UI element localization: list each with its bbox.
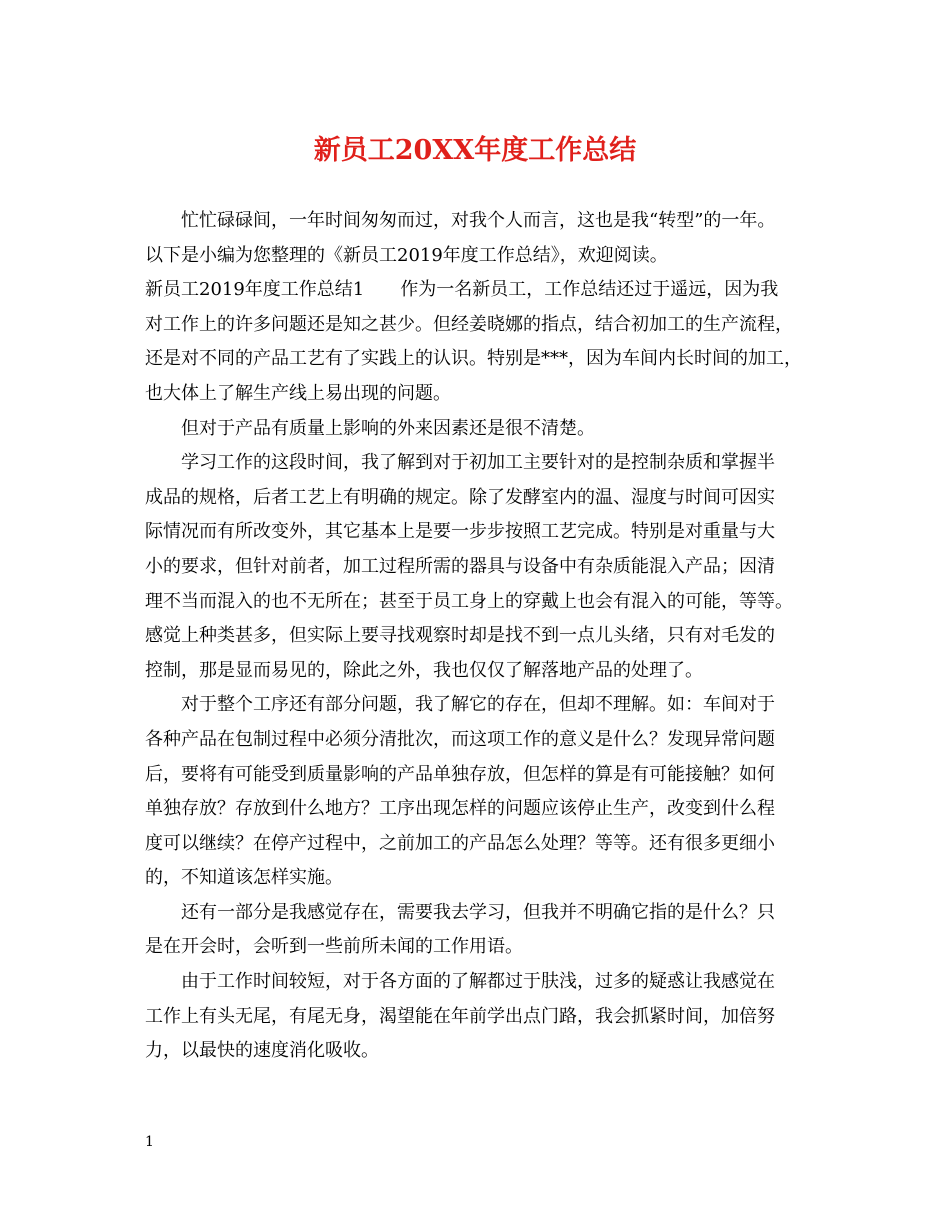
body-line: 新员工2019年度工作总结1 作为一名新员工，工作总结还过于遥远，因为我	[145, 279, 779, 301]
body-line: 小的要求，但针对前者，加工过程所需的器具与设备中有杂质能混入产品；因清	[145, 555, 775, 577]
body-line: 忙忙碌碌间，一年时间匆匆而过，对我个人而言，这也是我“转型”的一年。	[181, 210, 776, 231]
body-line: 但对于产品有质量上影响的外来因素还是很不清楚。	[181, 417, 595, 439]
body-line: 际情况而有所改变外，其它基本上是要一步步按照工艺完成。特别是对重量与大	[145, 521, 775, 543]
body-line: 各种产品在包制过程中必须分清批次，而这项工作的意义是什么？发现异常问题	[145, 728, 775, 750]
body-line: 对于整个工序还有部分问题，我了解它的存在，但却不理解。如：车间对于	[181, 694, 775, 716]
body-line: 工作上有头无尾，有尾无身，渴望能在年前学出点门路，我会抓紧时间，加倍努	[145, 1005, 775, 1027]
body-line: 成品的规格，后者工艺上有明确的规定。除了发酵室内的温、湿度与时间可因实	[145, 486, 775, 508]
body-line: 度可以继续？在停产过程中，之前加工的产品怎么处理？等等。还有很多更细小	[145, 832, 775, 854]
document-body	[145, 204, 815, 1069]
body-line: 控制，那是显而易见的，除此之外，我也仅仅了解落地产品的处理了。	[145, 659, 703, 681]
body-line: 对工作上的许多问题还是知之甚少。但经姜晓娜的指点，结合初加工的生产流程，	[145, 313, 793, 335]
body-line: 后，要将有可能受到质量影响的产品单独存放，但怎样的算是有可能接触？如何	[145, 763, 775, 785]
body-line: 以下是小编为您整理的《新员工2019年度工作总结》，欢迎阅读。	[145, 244, 668, 266]
body-line: 的，不知道该怎样实施。	[145, 867, 343, 889]
body-line: 还是对不同的产品工艺有了实践上的认识。特别是***，因为车间内长时间的加工，	[145, 348, 802, 370]
body-line: 感觉上种类甚多，但实际上要寻找观察时却是找不到一点儿头绪，只有对毛发的	[145, 625, 775, 647]
body-line: 还有一部分是我感觉存在，需要我去学习，但我并不明确它指的是什么？只	[181, 901, 775, 923]
body-line: 由于工作时间较短，对于各方面的了解都过于肤浅，过多的疑惑让我感觉在	[181, 971, 775, 993]
body-line: 学习工作的这段时间，我了解到对于初加工主要针对的是控制杂质和掌握半	[181, 452, 775, 474]
document-title: 新员工20XX年度工作总结	[313, 135, 637, 166]
body-line: 力，以最快的速度消化吸收。	[145, 1040, 379, 1062]
body-line: 也大体上了解生产线上易出现的问题。	[145, 382, 451, 404]
body-line: 理不当而混入的也不无所在；甚至于员工身上的穿戴上也会有混入的可能，等等。	[145, 590, 793, 612]
body-line: 是在开会时，会听到一些前所未闻的工作用语。	[145, 936, 523, 958]
body-line: 单独存放？存放到什么地方？工序出现怎样的问题应该停止生产，改变到什么程	[145, 798, 775, 820]
page-number: 1	[145, 1134, 154, 1150]
